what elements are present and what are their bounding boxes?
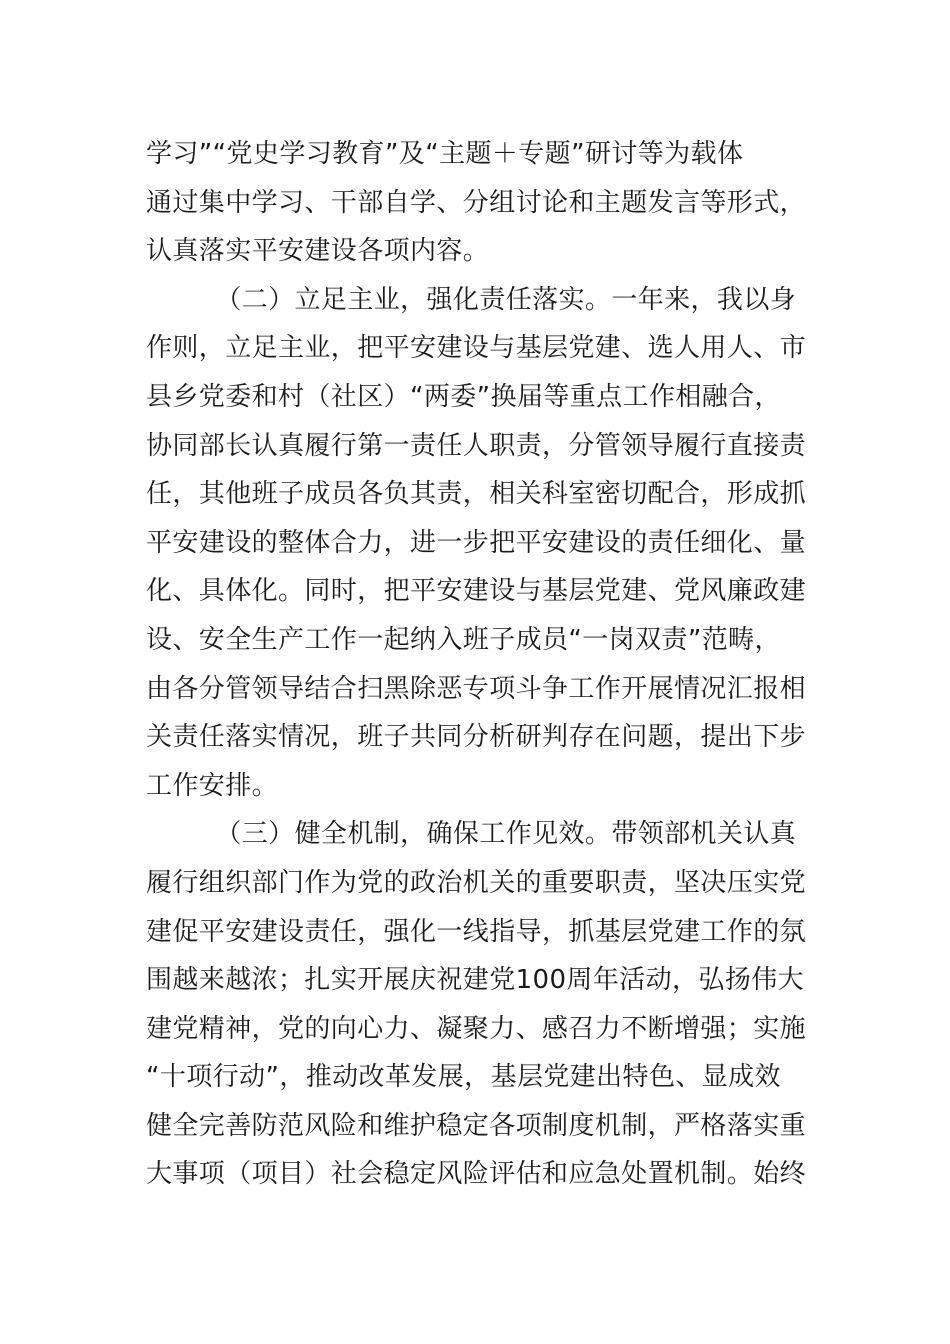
text-line: 大事项（项目）社会稳定风险评估和应急处置机制。始终: [146, 1159, 807, 1190]
text-line: （三）健全机制，确保工作见效。带领部机关认真: [146, 819, 797, 850]
text-line: 任，其他班子成员各负其责，相关科室密切配合，形成抓: [146, 479, 807, 510]
text-line: 认真落实平安建设各项内容。: [146, 236, 490, 267]
text-line: 协同部长认真履行第一责任人职责，分管领导履行直接责: [146, 430, 807, 461]
text-line: 平安建设的整体合力，进一步把平安建设的责任细化、量: [146, 527, 807, 558]
text-line: 建党精神，党的向心力、凝聚力、感召力不断增强；实施: [146, 1013, 807, 1044]
text-line: 设、安全生产工作一起纳入班子成员“一岗双责”范畴，: [146, 624, 781, 655]
text-line: 化、具体化。同时，把平安建设与基层党建、党风廉政建: [146, 576, 807, 607]
text-line: 健全完善防范风险和维护稳定各项制度机制，严格落实重: [146, 1110, 807, 1141]
text-line: 关责任落实情况，班子共同分析研判存在问题，提出下步: [146, 722, 807, 753]
text-line: 学习”“党史学习教育”及“主题＋专题”研讨等为载体: [146, 139, 744, 169]
text-line: 工作安排。: [146, 770, 279, 801]
text-line: （二）立足主业，强化责任落实。一年来，我以身: [146, 284, 797, 315]
text-line: 通过集中学习、干部自学、分组讨论和主题发言等形式，: [146, 187, 807, 218]
text-line: 建促平安建设责任，强化一线指导，抓基层党建工作的氛: [146, 916, 807, 947]
text-line: 由各分管领导结合扫黑除恶专项斗争工作开展情况汇报相: [146, 673, 807, 704]
text-line: “十项行动”，推动改革发展，基层党建出特色、显成效: [146, 1062, 781, 1093]
text-line: 县乡党委和村（社区）“两委”换届等重点工作相融合，: [146, 381, 781, 412]
text-line: 履行组织部门作为党的政治机关的重要职责，坚决压实党: [146, 867, 807, 898]
text-line: 围越来越浓；扎实开展庆祝建党100周年活动，弘扬伟大: [146, 965, 805, 996]
body-text: [146, 130, 826, 1199]
text-line: 作则，立足主业，把平安建设与基层党建、选人用人、市: [146, 333, 807, 364]
